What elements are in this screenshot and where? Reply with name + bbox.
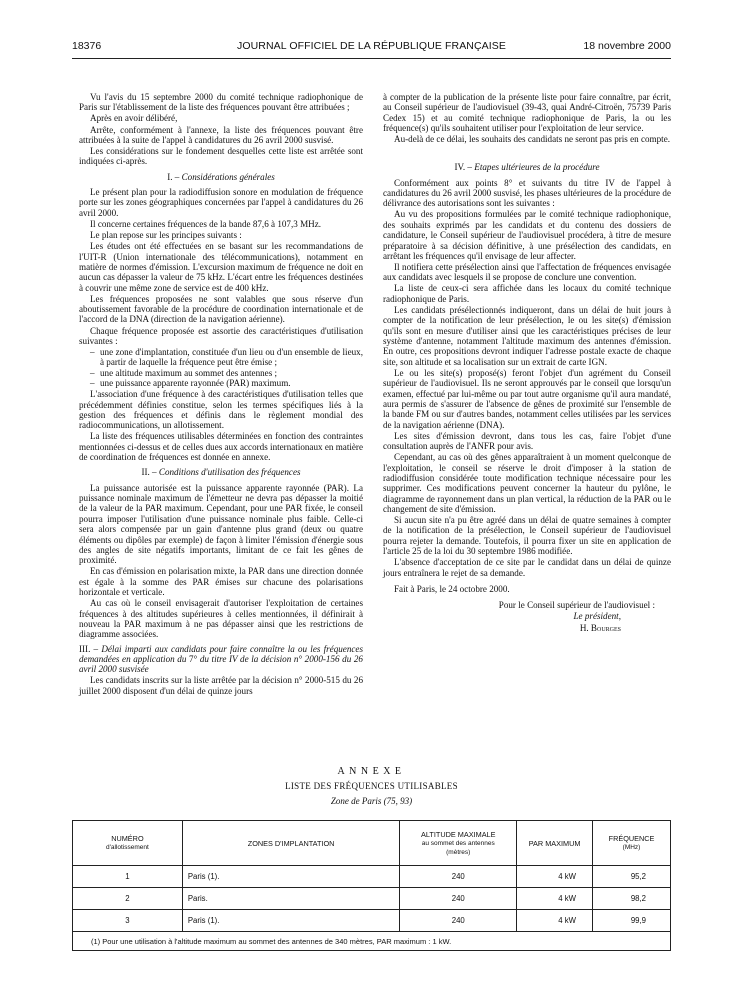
paragraph: En cas d'émission en polarisation mixte, la PAR dans une direction donnée est égale à la somme des PAR émises sur chacune des polarisations horizontale et verticale. [79,566,363,598]
section-heading-2 [79,467,363,477]
paragraph: L'association d'une fréquence à des caractéristiques d'utilisation telles que précédemment définies constitue, selon les termes spécifiques liés à la gestion des fréquences et définis dans le règlement mondial des radiocommunications, un allotissement. [79,389,363,431]
cell-zone: Paris (1). [182,910,400,932]
cell-altitude: 240 [400,910,517,932]
paragraph: La liste des fréquences utilisables déterminées en fonction des contraintes mentionnées ci-dessus et de celles dues aux accords internationaux en matière de coordination de fréquences est donnée en annexe. [79,431,363,463]
table-header-row [73,821,671,866]
table-footnote: (1) Pour une utilisation à l'altitude maximum au sommet des antennes de 340 mètres, PAR maximum : 1 kW. [73,932,671,951]
page-header [72,40,671,56]
frequency-table [72,820,671,951]
column-header-altitude: ALTITUDE MAXIMALE au sommet des antennes (mètres) [400,821,517,866]
table-footnote-row [73,932,671,951]
list-item: – une puissance apparente rayonnée (PAR) maximum. [90,378,291,389]
paragraph: Conformément aux points 8° et suivants du titre IV de l'appel à candidatures du 26 avril 2000 susvisé, les phases ultérieures de la procédure de délivrance des autorisations sont les suivantes : [383,177,671,209]
paragraph: Cependant, au cas où des gênes apparaîtraient à un moment quelconque de l'exploitation, le conseil se réserve le droit d'imposer à la station de radiodiffusion considérée toute modification technique nécessaire pour les supprimer. Ces modifications peuvent concerner la hauteur du pylône, le diagramme de rayonnement dans un plan vertical, la réduction de la PAR ou le changement de site d'émission. [383,452,671,514]
section-title-roman: 7° [189,653,198,664]
characteristics-list [79,347,363,388]
header-rule [72,58,671,59]
section-heading-1 [79,172,363,182]
cell-zone: Paris (1). [182,866,400,888]
section-heading-4 [383,162,671,172]
preamble-paragraph: Vu l'avis du 15 septembre 2000 du comité technique radiophonique de Paris sur l'établissement de la liste des fréquences pouvant être attribuées ; [79,92,363,113]
table-row [73,888,671,910]
paragraph: L'absence d'acceptation de ce site par le candidat dans un délai de quinze jours entraînera le rejet de sa demande. [383,557,671,578]
section-title: Etapes ultérieures de la procédure [474,162,600,173]
cell-par: 4 kW [517,910,593,932]
section-number: III. – [79,643,99,654]
paragraph: Les sites d'émission devront, dans tous les cas, faire l'objet d'une consultation auprès de l'ANFR pour avis. [383,430,671,452]
cell-par: 4 kW [517,888,593,910]
paragraph: Les candidats inscrits sur la liste arrêtée par la décision n° 2000-515 du 26 juillet 2000 disposent d'un délai de quinze jours [79,675,363,696]
paragraph: Il notifiera cette présélection ainsi que l'affectation de fréquences envisagée aux candidats avec lesquels il se propose de conclure une convention. [383,262,671,283]
list-item: – une altitude maximum au sommet des antennes ; [90,367,278,378]
cell-frequence: 95,2 [593,866,671,888]
column-header-zones: ZONES D'IMPLANTATION [182,821,400,866]
paragraph: Si aucun site n'a pu être agréé dans un délai de quatre semaines à compter de la notification de la présélection, le Conseil supérieur de l'audiovisuel pourra rejeter la demande. Toutefois, il pourra fixer un site en application de l'article 25 de la loi du 30 septembre 1986 modifiée. [383,515,671,557]
table-row [73,910,671,932]
column-header-par: PAR MAXIMUM [517,821,593,866]
cell-numero: 3 [73,910,183,932]
section-number: I. – [167,171,180,182]
section-number: II. – [141,467,157,478]
annexe-title: ANNEXE [337,766,406,777]
signature-place-date: Fait à Paris, le 24 octobre 2000. [394,583,510,594]
page-number: 18376 [72,40,102,52]
column-header-frequence: FRÉQUENCE (MHz) [593,821,671,866]
cell-numero: 2 [73,888,183,910]
paragraph: Il concerne certaines fréquences de la bande 87,6 à 107,3 MHz. [90,218,322,229]
annexe-heading [72,766,671,806]
paragraph: Les candidats présélectionnés indiqueront, dans un délai de huit jours à compter de la notification de leur présélection, le ou les site(s) d'émission qu'ils sont en mesure d'utiliser ainsi que les caractéristiques précises de leur système d'antenne, notamment l'altitude maximum des antennes d'émission. En outre, ces propositions devront indiquer l'adresse postale exacte de chaque site, son altitude et sa localisation sur un extrait de carte IGN. [383,304,671,367]
paragraph: Au vu des propositions formulées par le comité technique radiophonique, des souhaits exprimés par les candidats et du contenu des dossiers de candidature, le Conseil supérieur de l'audiovisuel procédera, à titre de mesure préparatoire à sa décision définitive, à une présélection des candidats, en arrêtant les fréquences qu'il envisage de leur affecter. [383,209,671,261]
paragraph: Le ou les site(s) proposé(s) feront l'objet d'un agrément du Conseil supérieur de l'audiovisuel. Ils ne seront approuvés par le conseil que lorsqu'un examen, effectué par lui-même ou par tout autre organisme qu'il aura mandaté, aura permis de s'assurer de l'absence de gênes de proximité sur l'ensemble de la bande FM ou sur d'autres bandes, notamment celles utilisées par les services de la navigation aérienne (DNA). [383,367,671,430]
cell-zone: Paris. [182,888,400,910]
spacer [383,145,671,157]
paragraph: La puissance autorisée est la puissance apparente rayonnée (PAR). La puissance nominale maximum de l'émetteur ne devra pas dépasser la moitié de la valeur de la PAR maximum. Cependant, pour une PAR fixée, le conseil pourra imposer l'utilisation d'une puissance nominale plus faible. Celle-ci sera alors compensée par un gain d'antenne plus grand (deux ou quatre éléments ou dipôles par exemple) de façon à limiter l'émission d'énergie sous des angles de site négatifs importants, limitant de ce fait les gênes de proximité. [79,482,363,566]
annexe-subtitle: LISTE DES FRÉQUENCES UTILISABLES [285,781,458,791]
publication-date: 18 novembre 2000 [583,40,671,52]
section-title: Considérations générales [181,171,275,182]
cell-altitude: 240 [400,888,517,910]
right-column [383,92,671,634]
paragraph: Les études ont été effectuées en se basant sur les recommandations de l'UIT-R (Union internationale des télécommunications), notamment en matière de normes d'émission. L'excursion maximum de fréquence ne doit en aucun cas dépasser la valeur de 75 kHz. L'écart entre les fréquences destinées à couvrir une même zone de service est de 400 kHz. [79,241,363,293]
paragraph: Au cas où le conseil envisagerait d'autoriser l'exploitation de certaines fréquences à des altitudes supérieures à celles mentionnées, il définirait à nouveau la PAR maximum à ne pas dépasser ainsi que les restrictions de diagramme associées. [79,598,363,640]
paragraph: Au-delà de ce délai, les souhaits des candidats ne seront pas pris en compte. [394,134,671,145]
preamble-paragraph: Après en avoir délibéré, [90,113,178,124]
cell-altitude: 240 [400,866,517,888]
signatory-name: H. Bourges [579,622,621,633]
section-number: IV. – [454,162,472,173]
list-item: – une zone d'implantation, constituée d'un lieu ou d'un ensemble de lieux, à partir de laquelle la fréquence peut être émise ; [90,347,363,368]
section-title: Conditions d'utilisation des fréquences [158,467,301,478]
paragraph: Le présent plan pour la radiodiffusion sonore en modulation de fréquence porte sur les zones géographiques concernées par l'appel à candidatures du 26 avril 2000. [79,187,363,218]
journal-title: JOURNAL OFFICIEL DE LA RÉPUBLIQUE FRANÇAISE [237,40,506,52]
preamble-paragraph: Les considérations sur le fondement desquelles cette liste est arrêtée sont indiquées ci-après. [79,146,363,167]
annexe-zone: Zone de Paris (75, 93) [330,796,413,806]
cell-numero: 1 [73,866,183,888]
signature-authority: Pour le Conseil supérieur de l'audiovisuel : [498,600,655,611]
section-title-part: Délai imparti aux candidats pour faire connaître la ou les fréquences demandées en application du [79,643,363,664]
table-row [73,866,671,888]
signature-role: Le président, [573,611,621,622]
cell-par: 4 kW [517,866,593,888]
left-column [79,92,363,697]
section-heading-3 [79,644,363,675]
cell-frequence: 99,9 [593,910,671,932]
paragraph: à compter de la publication de la présente liste pour faire connaître, par écrit, au Conseil supérieur de l'audiovisuel (39-43, quai André-Citroën, 75739 Paris Cedex 15) et au comité technique radiophonique de Paris, la ou les fréquence(s) qu'ils souhaitent utiliser pour l'exploitation de leur service. [383,92,671,134]
section-title-part: du titre IV de la décision n° 2000-156 du 26 avril 2000 susvisée [79,653,363,675]
paragraph: La liste de ceux-ci sera affichée dans les locaux du comité technique radiophonique de Paris. [383,283,671,304]
preamble-paragraph: Arrête, conformément à l'annexe, la liste des fréquences pouvant être attribuées à la suite de l'appel à candidatures du 26 avril 2000 susvisé. [79,124,363,145]
paragraph: Les fréquences proposées ne sont valables que sous réserve d'un aboutissement favorable de la procédure de coordination internationale et de l'accord de la DNA (direction de la navigation aérienne). [79,293,363,325]
cell-frequence: 98,2 [593,888,671,910]
paragraph: Chaque fréquence proposée est assortie des caractéristiques d'utilisation suivantes : [79,325,363,346]
column-header-numero: NUMÉRO d'allotissement [73,821,183,866]
paragraph: Le plan repose sur les principes suivants : [90,230,242,241]
